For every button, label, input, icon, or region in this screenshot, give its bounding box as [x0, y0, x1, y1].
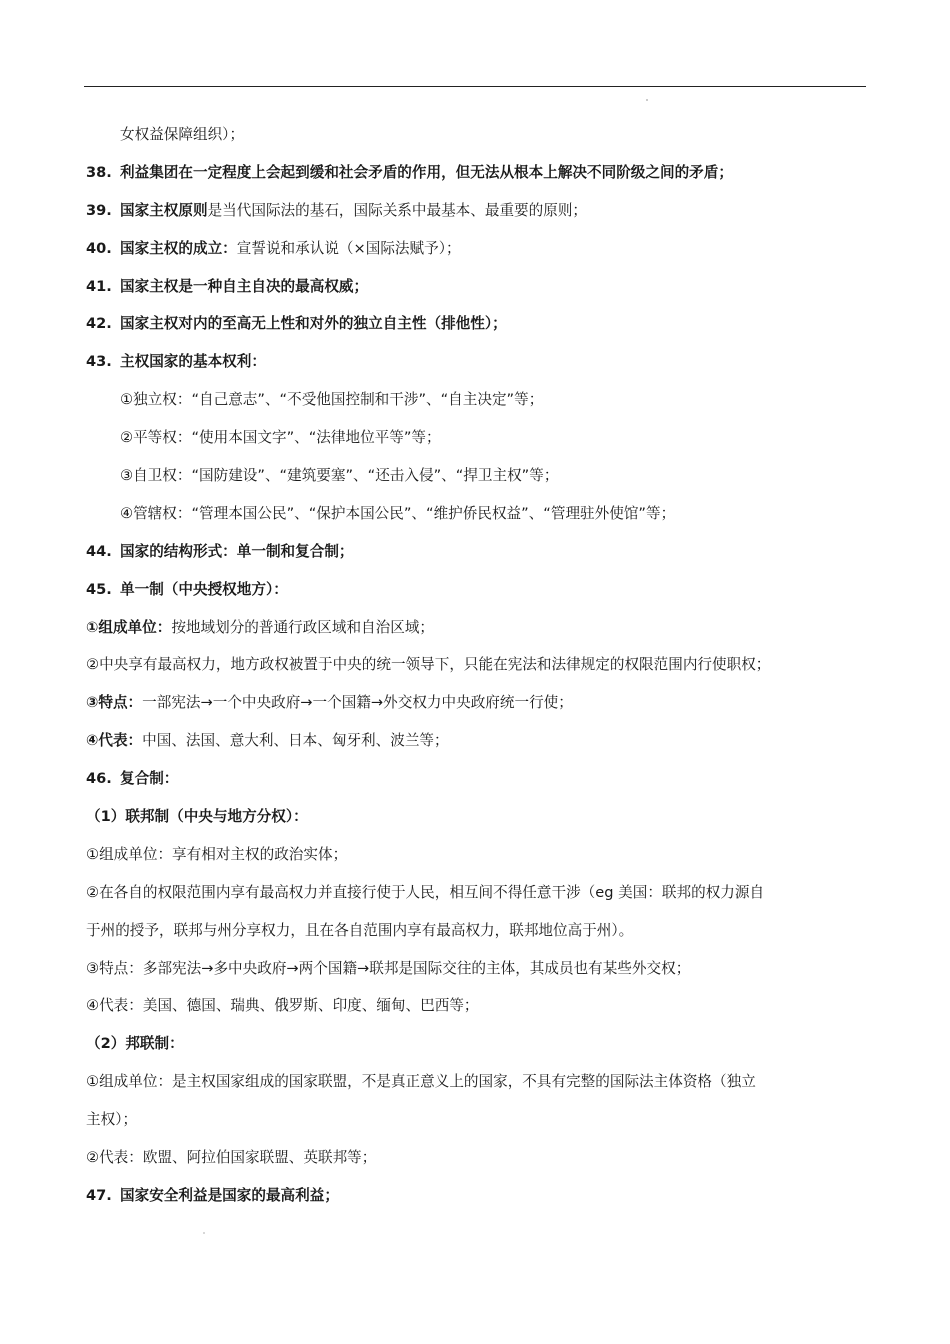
text-line	[86, 684, 868, 722]
text-line	[86, 343, 868, 381]
text-line	[86, 419, 868, 457]
document-body	[86, 116, 868, 1215]
text-line	[86, 760, 868, 798]
text-line	[86, 457, 868, 495]
body-text: ①独立权：“自己意志”、“不受他国控制和干涉”、“自主决定”等；	[120, 391, 544, 409]
text-line	[86, 305, 868, 343]
body-text: 女权益保障组织）；	[120, 126, 245, 143]
body-text: 宣誓说和承认说（×国际法赋予）；	[236, 239, 461, 257]
bold-text: 国家主权对内的至高无上性和对外的独立自主性（排他性）；	[120, 315, 507, 333]
text-line	[86, 1063, 868, 1101]
item-number: 47.	[86, 1186, 112, 1204]
body-text: 是当代国际法的基石，国际关系中最基本、最重要的原则；	[207, 201, 588, 219]
text-line	[86, 571, 868, 609]
body-text: 中国、法国、意大利、日本、匈牙利、波兰等；	[142, 732, 449, 750]
bold-text: 国家主权原则	[120, 201, 208, 219]
body-text: ②中央享有最高权力，地方政权被置于中央的统一领导下，只能在宪法和法律规定的权限范围内行使职权；	[86, 656, 771, 674]
bold-text: 国家主权是一种自主自决的最高权威；	[120, 277, 369, 295]
text-line	[86, 798, 868, 836]
item-number: 44.	[86, 542, 112, 560]
bold-text: （2）邦联制：	[86, 1035, 184, 1053]
text-line	[86, 874, 868, 912]
body-text: ①组成单位：享有相对主权的政治实体；	[86, 845, 348, 863]
bold-text: ①组成单位：	[86, 618, 172, 636]
text-line	[86, 495, 868, 533]
body-text: ③自卫权：“国防建设”、“建筑要塞”、“还击入侵”、“捍卫主权”等；	[120, 467, 559, 485]
bold-text: 国家安全利益是国家的最高利益；	[120, 1186, 339, 1204]
item-number: 38.	[86, 163, 112, 181]
item-number: 42.	[86, 315, 112, 333]
text-line	[86, 1101, 868, 1139]
item-number: 45.	[86, 580, 112, 598]
text-line	[86, 609, 868, 647]
item-number: 41.	[86, 277, 112, 295]
body-text: ④代表：美国、德国、瑞典、俄罗斯、印度、缅甸、巴西等；	[86, 997, 479, 1015]
text-line	[86, 192, 868, 230]
bold-text: （1）联邦制（中央与地方分权）：	[86, 808, 308, 826]
bold-text: 国家的结构形式：单一制和复合制；	[120, 542, 354, 560]
bold-text: 利益集团在一定程度上会起到缓和社会矛盾的作用，但无法从根本上解决不同阶级之间的矛盾；	[120, 163, 733, 181]
text-line	[86, 987, 868, 1025]
item-number: 40.	[86, 239, 112, 257]
text-line	[86, 230, 868, 268]
body-text: 一部宪法→一个中央政府→一个国籍→外交权力中央政府统一行使；	[142, 694, 573, 712]
text-line	[86, 912, 868, 950]
bold-text: ③特点：	[86, 694, 143, 712]
text-line	[86, 1025, 868, 1063]
text-line	[86, 722, 868, 760]
text-line	[86, 154, 868, 192]
item-number: 39.	[86, 201, 112, 219]
body-text: 于州的授予，联邦与州分享权力，且在各自范围内享有最高权力，联邦地位高于州）。	[86, 921, 634, 939]
bold-text: 单一制（中央授权地方）：	[120, 580, 288, 598]
speck	[203, 1232, 205, 1234]
text-line	[86, 1177, 868, 1215]
body-text: ②代表：欧盟、阿拉伯国家联盟、英联邦等；	[86, 1149, 377, 1167]
text-line	[86, 836, 868, 874]
text-line	[86, 381, 868, 419]
bold-text: 复合制：	[120, 770, 179, 788]
speck	[646, 99, 648, 101]
text-line	[86, 116, 868, 154]
body-text: ①组成单位：是主权国家组成的国家联盟，不是真正意义上的国家，不具有完整的国际法主体资格（独立	[86, 1073, 756, 1091]
bold-text: 国家主权的成立：	[120, 239, 237, 257]
bold-text: ④代表：	[86, 732, 143, 750]
body-text: 按地域划分的普通行政区域和自治区域；	[171, 618, 435, 636]
item-number: 46.	[86, 770, 112, 788]
text-line	[86, 533, 868, 571]
body-text: ④管辖权：“管理本国公民”、“保护本国公民”、“维护侨民权益”、“管理驻外使馆”等；	[120, 504, 676, 522]
body-text: 主权）；	[86, 1111, 138, 1129]
body-text: ②在各自的权限范围内享有最高权力并直接行使于人民，相互间不得任意干涉（eg 美国：联邦的权力源自	[86, 883, 765, 901]
header-rule	[84, 86, 866, 87]
text-line	[86, 268, 868, 306]
text-line	[86, 1139, 868, 1177]
item-number: 43.	[86, 353, 112, 371]
body-text: ②平等权：“使用本国文字”、“法律地位平等”等；	[120, 429, 441, 447]
body-text: ③特点：多部宪法→多中央政府→两个国籍→联邦是国际交往的主体，其成员也有某些外交权；	[86, 959, 691, 977]
bold-text: 主权国家的基本权利：	[120, 353, 266, 371]
text-line	[86, 950, 868, 988]
text-line	[86, 646, 868, 684]
